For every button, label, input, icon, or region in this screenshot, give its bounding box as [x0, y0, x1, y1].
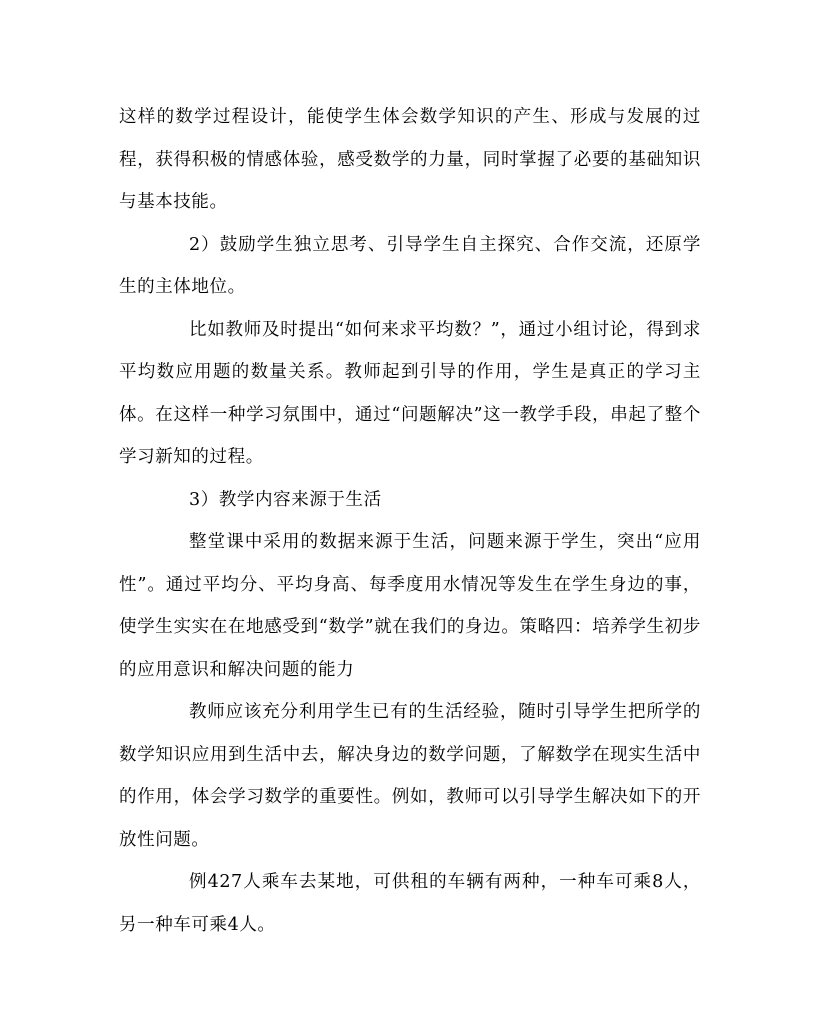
paragraph-life-content: 整堂课中采用的数据来源于生活，问题来源于学生，突出“应用性”。通过平均分、平均身高、每季度用水情况等发生在学生身边的事，使学生实实在在地感受到“数学”就在我们的身边。策略四：培养学生初步的应用意识和解决问题的能力 [119, 532, 701, 680]
paragraph-point-3: 3）教学内容来源于生活 [189, 489, 382, 510]
paragraph-example-average: 比如教师及时提出“如何来求平均数？”，通过小组讨论，得到求平均数应用题的数量关系。教师起到引导的作用，学生是真正的学习主体。在这样一种学习氛围中，通过“问题解决”这一教学手段，串起了整个学习新知的过程。 [119, 319, 701, 467]
paragraph-teacher-guidance: 教师应该充分利用学生已有的生活经验，随时引导学生把所学的数学知识应用到生活中去，解决身边的数学问题，了解数学在现实生活中的作用，体会学习数学的重要性。例如，教师可以引导学生解决如下的开放性问题。 [119, 702, 701, 850]
paragraph-point-2: 2）鼓励学生独立思考、引导学生自主探究、合作交流，还原学生的主体地位。 [119, 234, 701, 297]
paragraph-example-427: 例427人乘车去某地，可供租的车辆有两种，一种车可乘8人，另一种车可乘4人。 [119, 872, 701, 935]
document-body [119, 96, 701, 946]
paragraph-process-design: 这样的数学过程设计，能使学生体会数学知识的产生、形成与发展的过程，获得积极的情感体验，感受数学的力量，同时掌握了必要的基础知识与基本技能。 [119, 107, 701, 212]
